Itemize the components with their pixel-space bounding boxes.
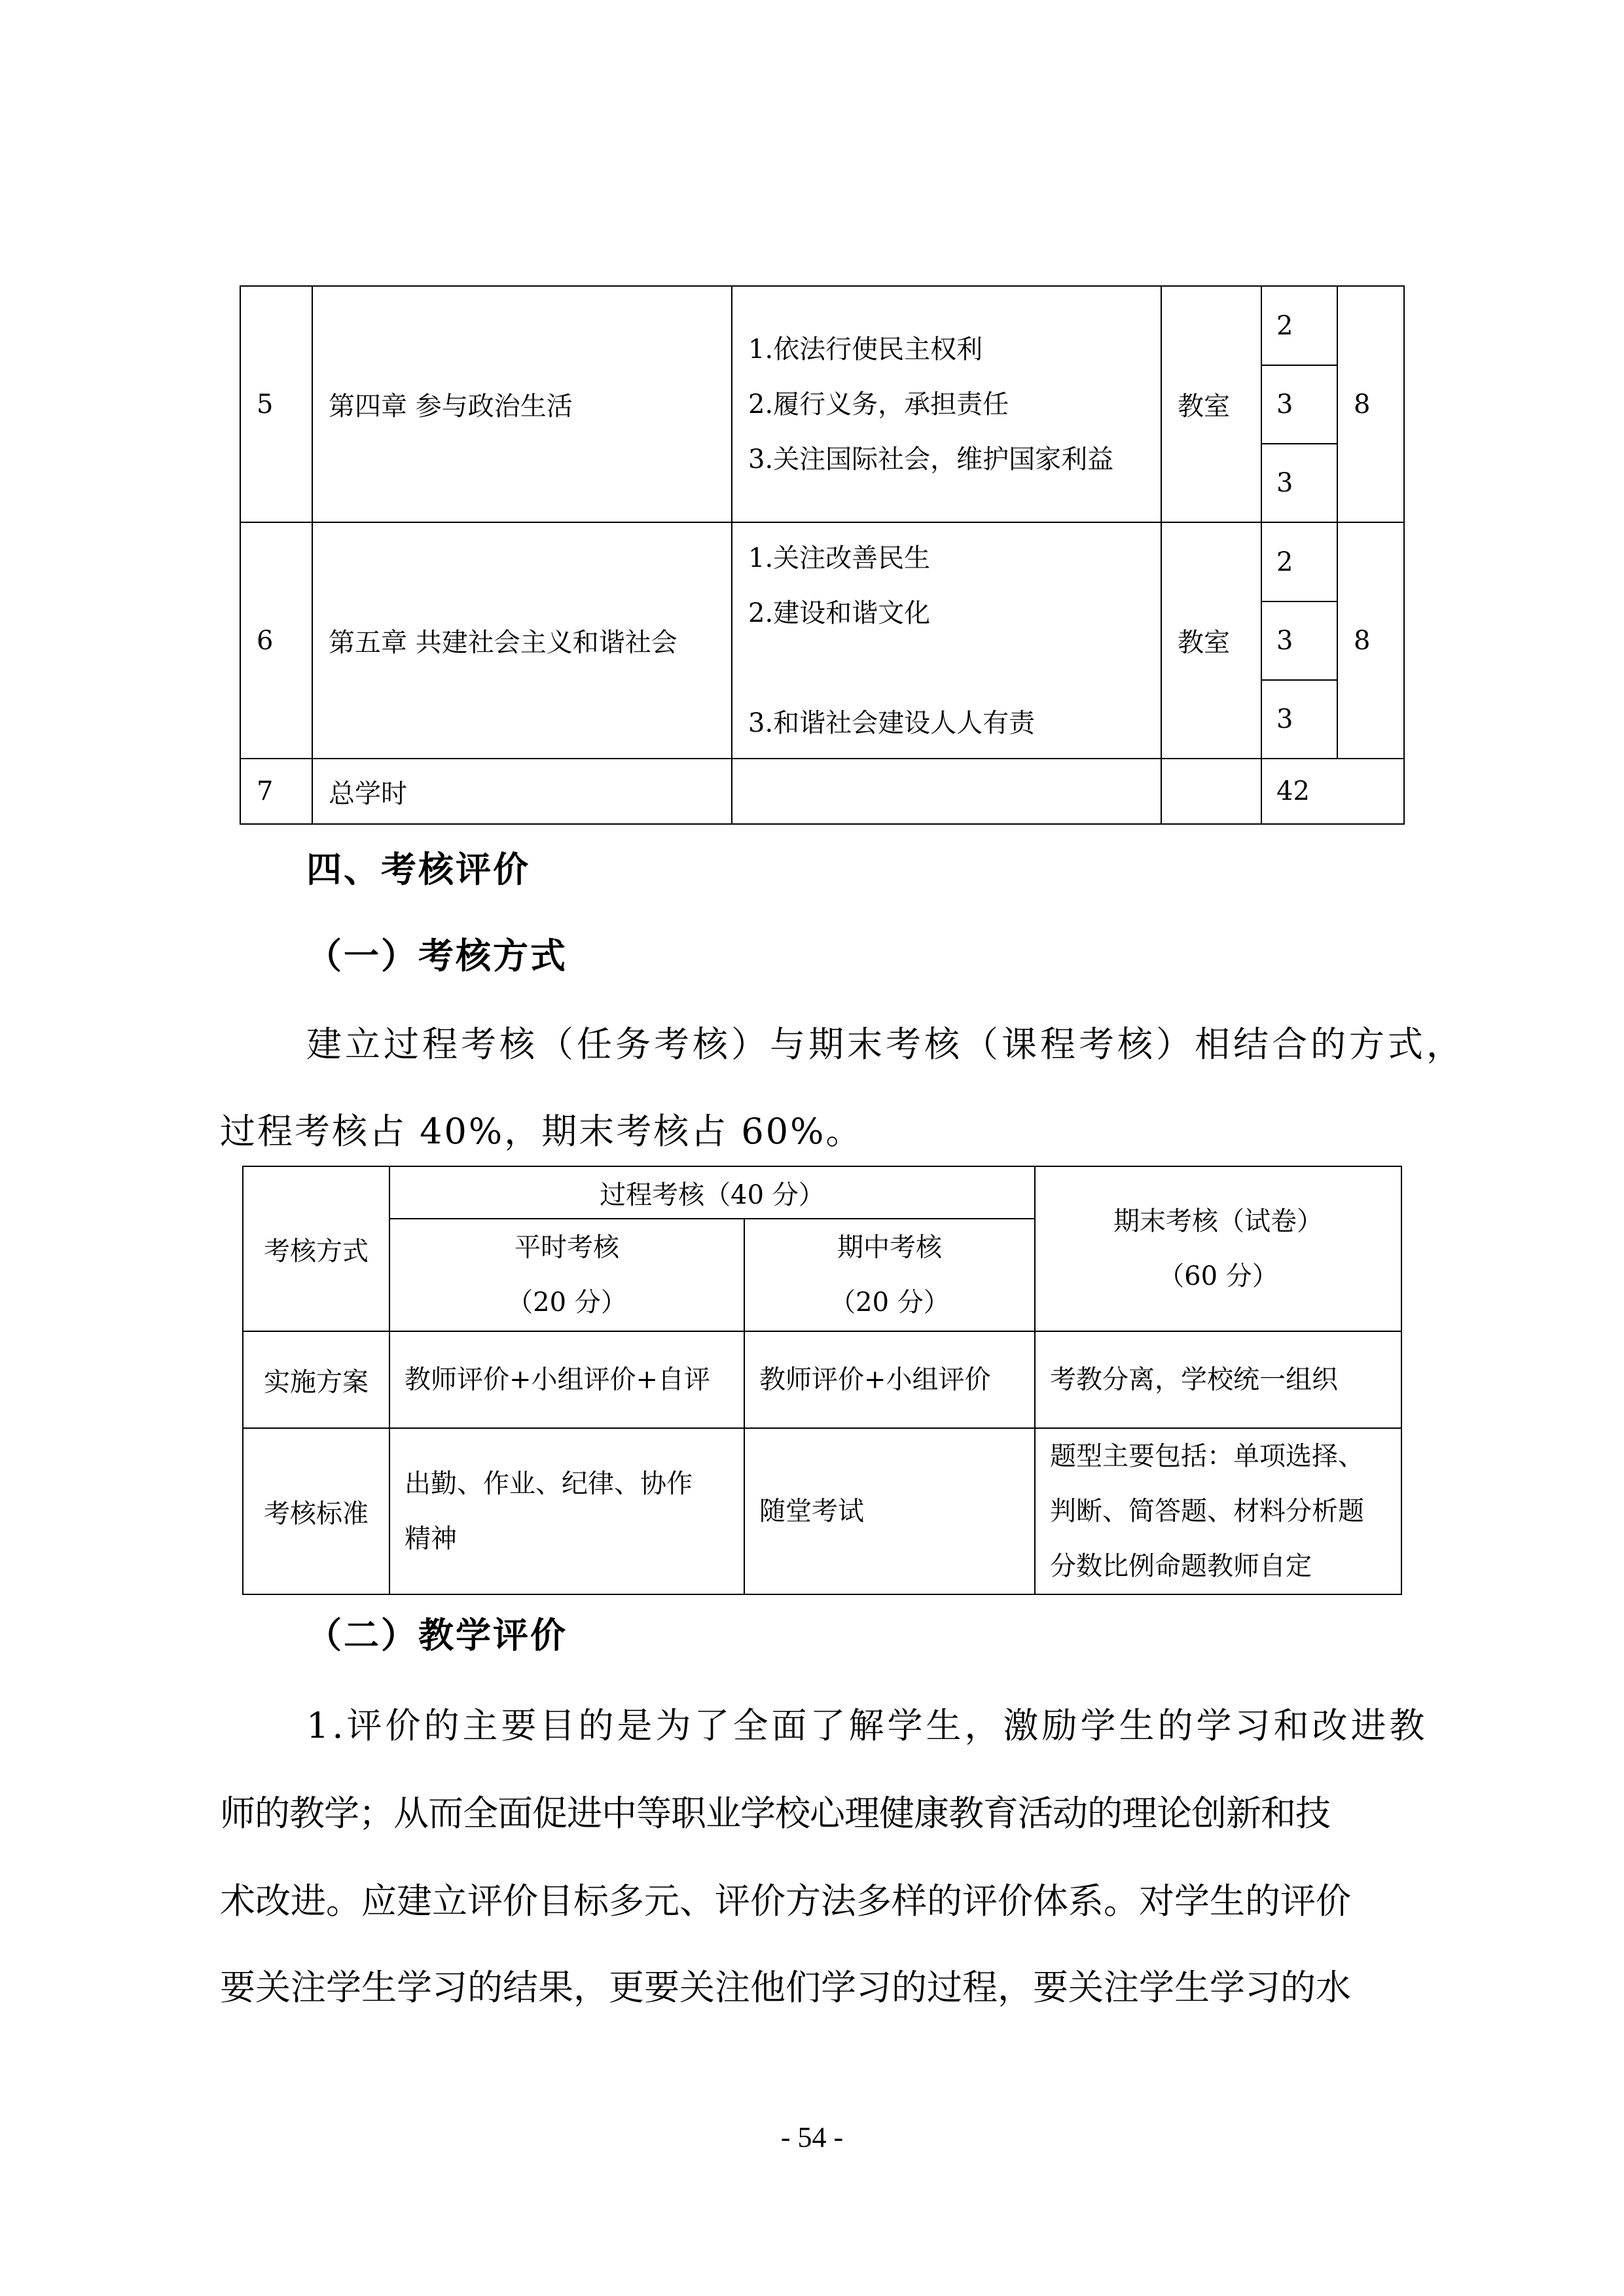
hours-cell: 2 [1261,286,1337,365]
row-label: 考核标准 [243,1428,389,1594]
final-score: （60 分） [1158,1261,1278,1291]
paragraph-line: 过程考核占 40%，期末考核占 60%。 [220,1111,863,1152]
hours-cell: 3 [1261,601,1337,680]
mid-title: 期中考核 [837,1232,942,1263]
hours-cell: 3 [1261,444,1337,522]
table-cell [389,1428,744,1594]
total-row [240,759,1404,824]
section-heading: 四、考核评价 [306,848,530,890]
paragraph-line: 术改进。应建立评价目标多元、评价方法多样的评价体系。对学生的评价 [220,1880,1351,1922]
header-cell: 过程考核（40 分） [389,1166,1035,1219]
subtotal-cell: 8 [1337,286,1404,522]
page-number: - 54 - [780,2121,844,2153]
table-row [243,1428,1401,1594]
empty-cell [732,759,1161,824]
chapter-title: 第四章 参与政治生活 [312,286,732,522]
topic-item: 1.关注改善民生 [748,543,931,573]
topic-list [732,522,1161,759]
topic-item: 1.依法行使民主权利 [748,334,983,365]
topic-list [732,286,1161,522]
paragraph-line: 师的教学；从而全面促进中等职业学校心理健康教育活动的理论创新和技 [220,1793,1330,1834]
topic-item: 3.关注国际社会，维护国家利益 [748,444,1114,475]
table-cell: 随堂考试 [744,1428,1035,1594]
header-cell [1035,1166,1401,1331]
table-cell: 教师评价+小组评价 [744,1331,1035,1428]
header-cell [389,1219,744,1331]
total-label: 总学时 [312,759,732,824]
assessment-table [242,1166,1402,1595]
cell-line: 出勤、作业、纪律、协作 [405,1469,693,1499]
topic-item: 3.和谐社会建设人人有责 [748,708,1036,738]
cell-line: 分数比例命题教师自定 [1050,1551,1312,1581]
total-hours: 42 [1261,759,1404,824]
usual-score: （20 分） [507,1287,627,1318]
subsection-heading: （一）考核方式 [306,935,568,977]
final-title: 期末考核（试卷） [1113,1206,1323,1236]
paragraph-line: 1.评价的主要目的是为了全面了解学生，激励学生的学习和改进教 [306,1705,1428,1746]
chapter-title: 第五章 共建社会主义和谐社会 [312,522,732,759]
cell-line: 精神 [405,1524,457,1554]
table-row [240,286,1404,365]
subtotal-cell: 8 [1337,522,1404,759]
location-cell: 教室 [1161,522,1261,759]
mid-score: （20 分） [829,1287,950,1318]
topic-item: 2.建设和谐文化 [748,598,931,628]
empty-cell [1161,759,1261,824]
hours-cell: 3 [1261,680,1337,759]
topic-item: 2.履行义务，承担责任 [748,389,1009,420]
row-number: 5 [240,286,312,522]
schedule-table [240,285,1405,825]
usual-title: 平时考核 [514,1232,619,1263]
cell-line: 题型主要包括：单项选择、 [1050,1441,1364,1471]
table-row [240,522,1404,601]
header-cell [744,1219,1035,1331]
location-cell: 教室 [1161,286,1261,522]
table-row [243,1331,1401,1428]
row-number: 7 [240,759,312,824]
hours-cell: 2 [1261,522,1337,601]
row-label: 实施方案 [243,1331,389,1428]
paragraph-line: 建立过程考核（任务考核）与期末考核（课程考核）相结合的方式， [306,1024,1465,1065]
paragraph-line: 要关注学生学习的结果，更要关注他们学习的过程，要关注学生学习的水 [220,1967,1351,2008]
header-cell: 考核方式 [243,1166,389,1331]
hours-cell: 3 [1261,365,1337,444]
subsection-heading: （二）教学评价 [306,1614,568,1656]
table-cell: 教师评价+小组评价+自评 [389,1331,744,1428]
row-number: 6 [240,522,312,759]
cell-line: 判断、简答题、材料分析题 [1050,1496,1364,1526]
table-cell: 考教分离，学校统一组织 [1035,1331,1401,1428]
table-cell [1035,1428,1401,1594]
